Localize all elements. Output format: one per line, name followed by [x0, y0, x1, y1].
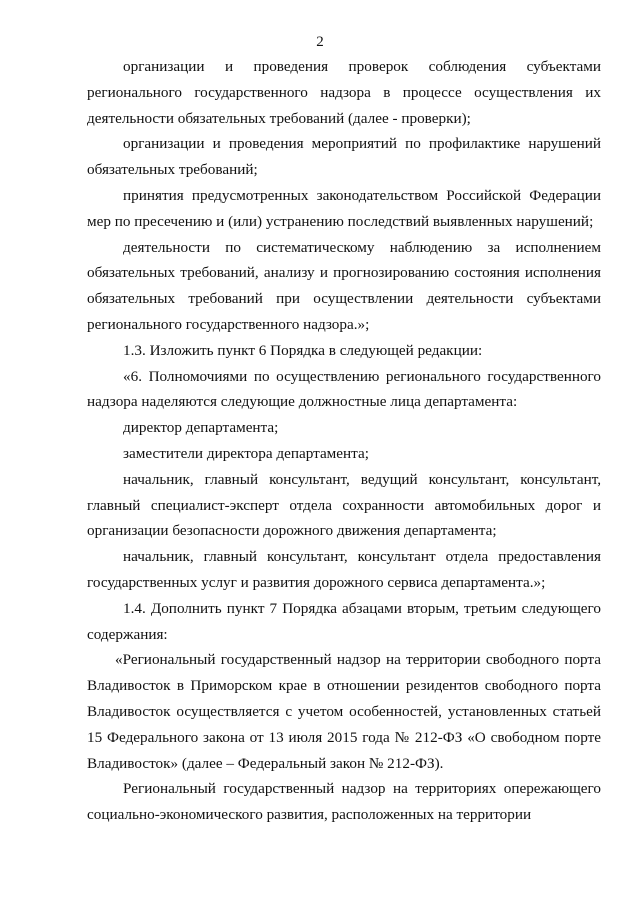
paragraph: «Региональный государственный надзор на территории свободного порта Владивосток в Приморском крае в отношении резидентов свободного порта Владивосток осуществляется с учетом особенностей, установленных статьей 15 Федерального закона от 13 июля 2015 года № 212-ФЗ «О свободном порте Владивосток» (далее – Федеральный закон № 212-ФЗ).	[87, 651, 601, 772]
paragraph: «6. Полномочиями по осуществлению регионального государственного надзора наделяются следующие должностные лица департамента:	[87, 367, 601, 411]
paragraph: организации и проведения проверок соблюдения субъектами регионального государственного надзора в процессе осуществления их деятельности обязательных требований (далее - проверки);	[87, 58, 601, 127]
page-number: 2	[316, 34, 324, 50]
paragraph: начальник, главный консультант, ведущий консультант, консультант, главный специалист-эксперт отдела сохранности автомобильных дорог и организации безопасности дорожного движения департамента;	[87, 470, 601, 540]
paragraph: 1.4. Дополнить пункт 7 Порядка абзацами вторым, третьим следующего содержания:	[87, 599, 601, 643]
paragraph: организации и проведения мероприятий по профилактике нарушений обязательных требований;	[87, 135, 601, 179]
paragraph: заместители директора департамента;	[123, 444, 369, 462]
paragraph: начальник, главный консультант, консультант отдела предоставления государственных услуг и развития дорожного сервиса департамента.»;	[87, 548, 601, 591]
paragraph: принятия предусмотренных законодательством Российской Федерации мер по пресечению и (или) устранению последствий выявленных нарушений;	[87, 186, 601, 230]
paragraph: 1.3. Изложить пункт 6 Порядка в следующей редакции:	[123, 341, 483, 359]
paragraph: Региональный государственный надзор на территориях опережающего социально-экономического развития, расположенных на территории	[87, 780, 601, 824]
paragraph: директор департамента;	[123, 419, 279, 437]
document-body	[87, 54, 601, 828]
paragraph: деятельности по систематическому наблюдению за исполнением обязательных требований, анализу и прогнозированию состояния исполнения обязательных требований при осуществлении деятельности субъектами регионального государственного надзора.»;	[87, 238, 601, 333]
